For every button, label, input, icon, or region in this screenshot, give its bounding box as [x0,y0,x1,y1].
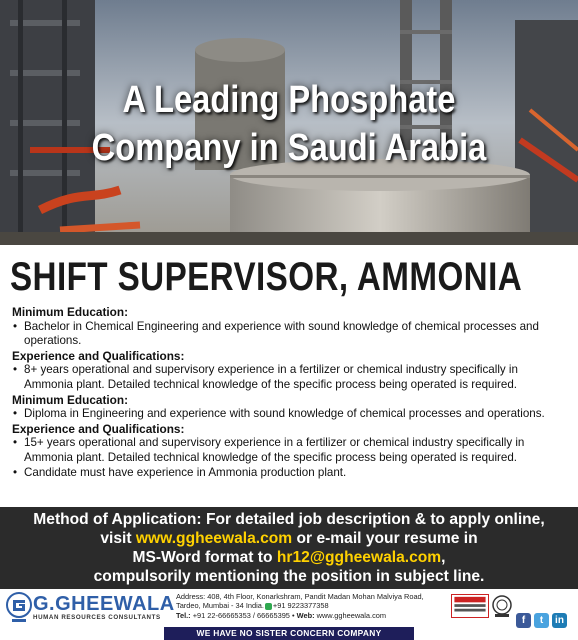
list-item: • Candidate must have experience in Ammonia production plant. [12,466,568,481]
hero-title-line2: Company in Saudi Arabia [91,127,487,169]
web-value[interactable]: www.ggheewala.com [316,610,387,620]
section-list [12,320,568,349]
contact-address [176,592,451,620]
application-line2 [0,529,578,548]
government-approval-badge-icon [451,594,489,618]
web-label: Web: [296,610,315,620]
brand-tagline: HUMAN RESOURCES CONSULTANTS [33,614,161,621]
application-instructions [0,507,578,589]
application-line4: compulsorily mentioning the position in subject line. [93,568,485,585]
footer [0,589,578,640]
comma-text: , [441,549,446,566]
twitter-icon[interactable]: t [534,613,549,628]
list-item: • Bachelor in Chemical Engineering and experience with sound knowledge of chemical processes and operations. [12,320,568,349]
email-link[interactable]: hr12@ggheewala.com [276,549,442,566]
job-title: SHIFT SUPERVISOR, AMMONIA [10,255,523,299]
tel-value[interactable]: +91 22-66665353 / 66665395 [192,610,290,620]
section-heading: Minimum Education: [12,392,128,407]
brand-name: G.GHEEWALA [33,593,175,615]
mobile-number: +91 9223377358 [272,601,329,611]
requirements [12,305,568,480]
section-list [12,407,568,422]
list-item: • 8+ years operational and supervisory experience in a fertilizer or chemical industry specifically in Ammonia plant. Detailed technical knowledge of the specific process being operated is required. [12,363,568,392]
website-link[interactable]: www.ggheewala.com [135,530,293,547]
social-links [516,613,567,628]
address-line1: Address: 408, 4th Floor, Konarkshram, Pandit Madan Mohan Malviya Road, [176,592,424,601]
hero-banner [0,0,578,245]
address-city: Tardeo, Mumbai - 34 India. [176,601,264,611]
visit-text: visit [100,530,132,547]
msword-text: MS-Word format to [132,549,273,566]
section-heading: Minimum Education: [12,305,128,319]
list-item: • Diploma in Engineering and experience with sound knowledge of chemical processes and operations. [12,407,568,422]
tel-web-line: Tel.: +91 22-66665353 / 66665395 • Web: www.ggheewala.com [176,610,387,620]
facebook-icon[interactable]: f [516,613,531,628]
application-line3 [0,548,578,567]
section-heading: Experience and Qualifications: [12,348,185,363]
list-item: • 15+ years operational and supervisory experience in a fertilizer or chemical industry specifically in Ammonia plant. Detailed technical knowledge of the specific process being operated is required. [12,436,568,465]
tel-label: Tel.: [176,610,191,620]
address-line2 [176,601,451,610]
iso-certification-icon [491,594,513,618]
section-heading: Experience and Qualifications: [12,421,185,436]
no-sister-concern-banner: WE HAVE NO SISTER CONCERN COMPANY [164,627,414,640]
company-logo-icon [4,592,34,624]
section-list [12,363,568,392]
application-line1: Method of Application: For detailed job description & to apply online, [33,511,545,528]
section-list [12,436,568,480]
whatsapp-icon [265,603,272,610]
hero-title [40,76,537,172]
or-email-text: or e-mail your resume in [296,530,478,547]
linkedin-icon[interactable]: in [552,613,567,628]
hero-title-line1: A Leading Phosphate [122,79,456,121]
